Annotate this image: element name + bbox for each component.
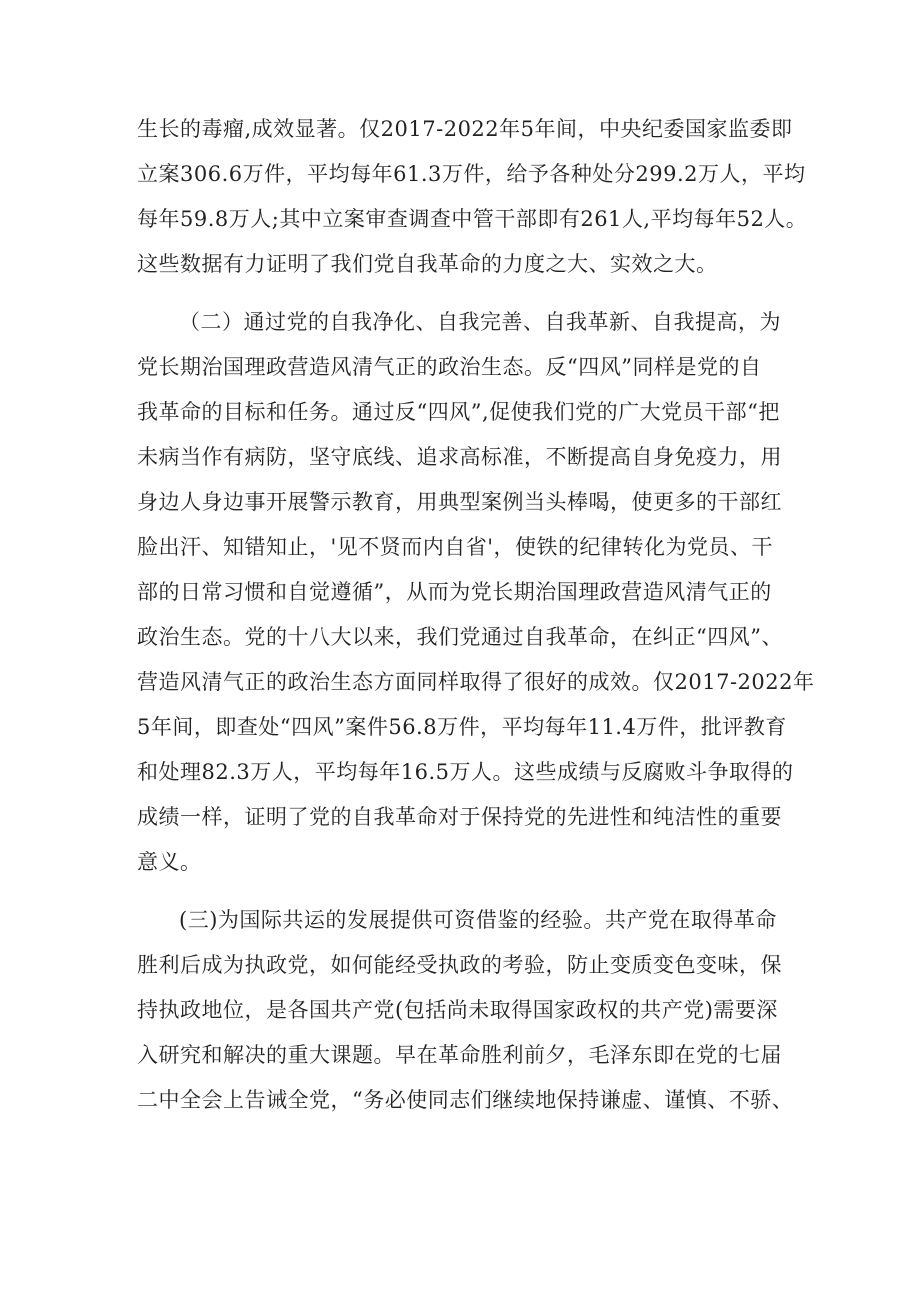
- text-line: 胜利后成为执政党，如何能经受执政的考验，防止变质变色变味，保: [137, 953, 782, 977]
- text-line: 生长的毒瘤,成效显著。仅2017-2022年5年间，中央纪委国家监委即: [137, 117, 793, 141]
- paragraph-gap: [137, 287, 797, 300]
- text-line: 脸出汗、知错知止，'见不贤而内自省'，使铁的纪律转化为党员、干: [137, 535, 774, 559]
- text-line: 二中全会上告诫全党，“务必使同志们继续地保持谦虚、谨慎、不骄、: [137, 1088, 794, 1112]
- paragraph-gap: [137, 885, 797, 898]
- text-line: 持执政地位，是各国共产党(包括尚未取得国家政权的共产党)需要深: [137, 998, 778, 1022]
- text-line: 党长期治国理政营造风清气正的政治生态。反“四风”同样是党的自: [137, 355, 762, 379]
- text-line: 每年59.8万人;其中立案审查调查中管干部即有261人,平均每年52人。: [137, 207, 808, 231]
- document-body: [137, 107, 815, 1123]
- section-heading-line: （二）通过党的自我净化、自我完善、自我革新、自我提高，为: [179, 310, 781, 334]
- paragraph-anti-corruption-results: [137, 107, 808, 287]
- text-line: 立案306.6万件，平均每年61.3万件，给予各种处分299.2万人，平均: [137, 162, 806, 186]
- text-line: 我革命的目标和任务。通过反“四风”,促使我们党的广大党员干部“把: [137, 400, 780, 424]
- text-line: 政治生态。党的十八大以来，我们党通过自我革命，在纠正“四风”、: [137, 625, 783, 649]
- text-line: 5年间，即查处“四风”案件56.8万件，平均每年11.4万件，批评教育: [137, 715, 787, 739]
- paragraph-international-experience: [137, 898, 797, 1123]
- paragraph-political-ecology: [137, 300, 815, 885]
- text-line: 这些数据有力证明了我们党自我革命的力度之大、实效之大。: [137, 252, 718, 276]
- text-line: 营造风清气正的政治生态方面同样取得了很好的成效。仅2017-2022年: [137, 670, 815, 694]
- text-line: 未病当作有病防，坚守底线、追求高标准，不断提高自身免疫力，用: [137, 445, 782, 469]
- text-line: 和处理82.3万人，平均每年16.5万人。这些成绩与反腐败斗争取得的: [137, 760, 794, 784]
- section-heading-line: (三)为国际共运的发展提供可资借鉴的经验。共产党在取得革命: [179, 908, 777, 932]
- text-line: 意义。: [137, 850, 202, 874]
- text-line: 身边人身边事开展警示教育，用典型案例当头棒喝，使更多的干部红: [137, 490, 782, 514]
- text-line: 入研究和解决的重大课题。早在革命胜利前夕，毛泽东即在党的七届: [137, 1043, 782, 1067]
- text-line: 部的日常习惯和自觉遵循”，从而为党长期治国理政营造风清气正的: [137, 580, 772, 604]
- text-line: 成绩一样，证明了党的自我革命对于保持党的先进性和纯洁性的重要: [137, 805, 782, 829]
